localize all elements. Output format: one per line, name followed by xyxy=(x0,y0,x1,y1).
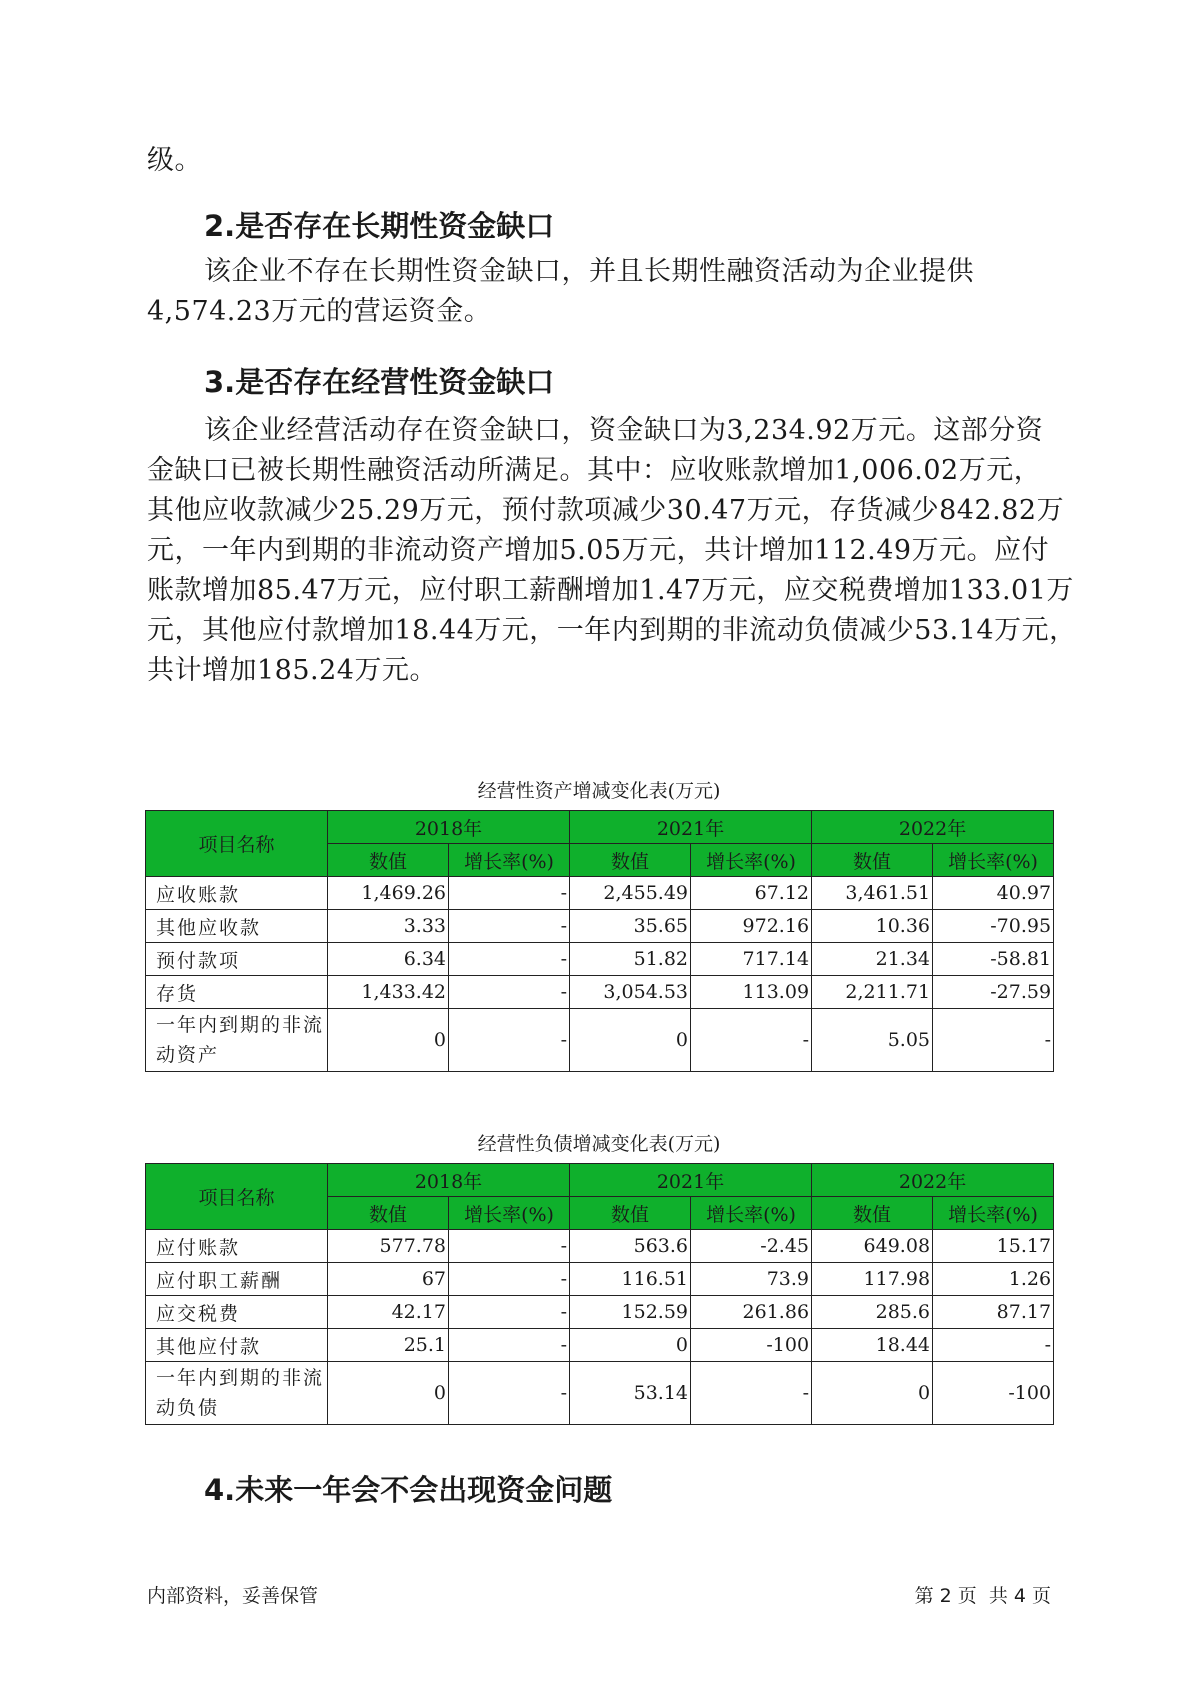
table-row xyxy=(146,1362,1054,1425)
cell: 3,461.51 xyxy=(812,877,933,910)
cell: 1,433.42 xyxy=(328,976,449,1009)
cell: 649.08 xyxy=(812,1230,933,1263)
cell: 0 xyxy=(570,1329,691,1362)
cell: - xyxy=(933,1009,1054,1072)
paragraph-line: 账款增加85.47万元，应付职工薪酬增加1.47万元，应交税费增加133.01万 xyxy=(147,575,1074,606)
header-year: 2018年 xyxy=(328,1164,570,1197)
paragraph-line: 其他应收款减少25.29万元，预付款项减少30.47万元，存货减少842.82万 xyxy=(147,495,1065,526)
header-growth: 增长率(%) xyxy=(449,844,570,877)
header-year: 2018年 xyxy=(328,811,570,844)
cell: 117.98 xyxy=(812,1263,933,1296)
cell: 15.17 xyxy=(933,1230,1054,1263)
row-label xyxy=(146,1009,328,1072)
row-label: 其他应付款 xyxy=(146,1329,328,1362)
liabilities-table xyxy=(145,1163,1054,1425)
header-year: 2021年 xyxy=(570,811,812,844)
row-label-line: 动资产 xyxy=(156,1044,220,1066)
cell: -2.45 xyxy=(691,1230,812,1263)
cell: 1.26 xyxy=(933,1263,1054,1296)
header-value: 数值 xyxy=(328,1197,449,1230)
row-label: 应付职工薪酬 xyxy=(146,1263,328,1296)
cell: -58.81 xyxy=(933,943,1054,976)
cell: 40.97 xyxy=(933,877,1054,910)
row-label-line: 一年内到期的非流 xyxy=(156,1014,325,1036)
header-year: 2022年 xyxy=(812,811,1054,844)
cell: - xyxy=(449,1263,570,1296)
cell: - xyxy=(933,1329,1054,1362)
cell: - xyxy=(449,943,570,976)
paragraph-line: 4,574.23万元的营运资金。 xyxy=(147,296,492,327)
cell: 51.82 xyxy=(570,943,691,976)
cell: - xyxy=(449,1009,570,1072)
section-heading-3: 3.是否存在经营性资金缺口 xyxy=(204,365,555,399)
cell: - xyxy=(449,976,570,1009)
section-heading-2: 2.是否存在长期性资金缺口 xyxy=(204,209,555,243)
table-row xyxy=(146,976,1054,1009)
row-label xyxy=(146,1362,328,1425)
cell: 2,211.71 xyxy=(812,976,933,1009)
cell: -100 xyxy=(933,1362,1054,1425)
table-caption-assets: 经营性资产增减变化表(万元) xyxy=(477,780,721,802)
section-heading-4: 4.未来一年会不会出现资金问题 xyxy=(204,1473,613,1507)
table-row xyxy=(146,1296,1054,1329)
header-year: 2022年 xyxy=(812,1164,1054,1197)
cell: - xyxy=(449,1296,570,1329)
cell: - xyxy=(449,910,570,943)
cell: 10.36 xyxy=(812,910,933,943)
header-growth: 增长率(%) xyxy=(691,844,812,877)
cell: 25.1 xyxy=(328,1329,449,1362)
cell: 2,455.49 xyxy=(570,877,691,910)
cell: 261.86 xyxy=(691,1296,812,1329)
cell: 0 xyxy=(570,1009,691,1072)
table-row xyxy=(146,943,1054,976)
cell: 67.12 xyxy=(691,877,812,910)
paragraph-line: 该企业不存在长期性资金缺口，并且长期性融资活动为企业提供 xyxy=(204,256,974,287)
row-label: 其他应收款 xyxy=(146,910,328,943)
cell: 6.34 xyxy=(328,943,449,976)
cell: 0 xyxy=(328,1009,449,1072)
footer-note: 内部资料，妥善保管 xyxy=(147,1585,319,1607)
table-caption-liabilities: 经营性负债增减变化表(万元) xyxy=(477,1133,721,1155)
cell: -27.59 xyxy=(933,976,1054,1009)
cell: 3,054.53 xyxy=(570,976,691,1009)
cell: 21.34 xyxy=(812,943,933,976)
header-growth: 增长率(%) xyxy=(449,1197,570,1230)
header-value: 数值 xyxy=(570,844,691,877)
paragraph-line: 级。 xyxy=(147,145,202,176)
cell: 563.6 xyxy=(570,1230,691,1263)
cell: 285.6 xyxy=(812,1296,933,1329)
assets-table xyxy=(145,810,1054,1072)
row-label-line: 动负债 xyxy=(156,1397,220,1419)
table-row xyxy=(146,1230,1054,1263)
cell: 577.78 xyxy=(328,1230,449,1263)
cell: 152.59 xyxy=(570,1296,691,1329)
cell: 3.33 xyxy=(328,910,449,943)
header-item-name: 项目名称 xyxy=(146,1164,328,1230)
header-growth: 增长率(%) xyxy=(933,844,1054,877)
cell: - xyxy=(449,877,570,910)
paragraph-line: 金缺口已被长期性融资活动所满足。其中：应收账款增加1,006.02万元， xyxy=(147,455,1042,486)
row-label-line: 一年内到期的非流 xyxy=(156,1367,325,1389)
cell: 87.17 xyxy=(933,1296,1054,1329)
row-label: 应付账款 xyxy=(146,1230,328,1263)
cell: -100 xyxy=(691,1329,812,1362)
cell: 972.16 xyxy=(691,910,812,943)
header-value: 数值 xyxy=(328,844,449,877)
header-value: 数值 xyxy=(812,1197,933,1230)
cell: - xyxy=(449,1329,570,1362)
cell: 717.14 xyxy=(691,943,812,976)
cell: - xyxy=(449,1362,570,1425)
header-year: 2021年 xyxy=(570,1164,812,1197)
table-row xyxy=(146,910,1054,943)
row-label: 应收账款 xyxy=(146,877,328,910)
cell: -70.95 xyxy=(933,910,1054,943)
table-row xyxy=(146,877,1054,910)
table-row xyxy=(146,1329,1054,1362)
cell: 113.09 xyxy=(691,976,812,1009)
cell: - xyxy=(691,1009,812,1072)
cell: 5.05 xyxy=(812,1009,933,1072)
paragraph-line: 元，其他应付款增加18.44万元，一年内到期的非流动负债减少53.14万元， xyxy=(147,615,1077,646)
header-growth: 增长率(%) xyxy=(933,1197,1054,1230)
cell: 116.51 xyxy=(570,1263,691,1296)
header-value: 数值 xyxy=(812,844,933,877)
cell: 1,469.26 xyxy=(328,877,449,910)
cell: 73.9 xyxy=(691,1263,812,1296)
paragraph-line: 共计增加185.24万元。 xyxy=(147,655,437,686)
cell: 67 xyxy=(328,1263,449,1296)
header-item-name: 项目名称 xyxy=(146,811,328,877)
row-label: 应交税费 xyxy=(146,1296,328,1329)
cell: 0 xyxy=(812,1362,933,1425)
cell: - xyxy=(691,1362,812,1425)
page-number: 第 2 页 共 4 页 xyxy=(914,1585,1051,1607)
paragraph-line: 该企业经营活动存在资金缺口，资金缺口为3,234.92万元。这部分资 xyxy=(204,415,1044,446)
cell: 42.17 xyxy=(328,1296,449,1329)
row-label: 存货 xyxy=(146,976,328,1009)
cell: - xyxy=(449,1230,570,1263)
table-row xyxy=(146,1263,1054,1296)
header-growth: 增长率(%) xyxy=(691,1197,812,1230)
table-row xyxy=(146,1009,1054,1072)
cell: 0 xyxy=(328,1362,449,1425)
header-value: 数值 xyxy=(570,1197,691,1230)
paragraph-line: 元，一年内到期的非流动资产增加5.05万元，共计增加112.49万元。应付 xyxy=(147,535,1050,566)
cell: 35.65 xyxy=(570,910,691,943)
row-label: 预付款项 xyxy=(146,943,328,976)
cell: 18.44 xyxy=(812,1329,933,1362)
cell: 53.14 xyxy=(570,1362,691,1425)
